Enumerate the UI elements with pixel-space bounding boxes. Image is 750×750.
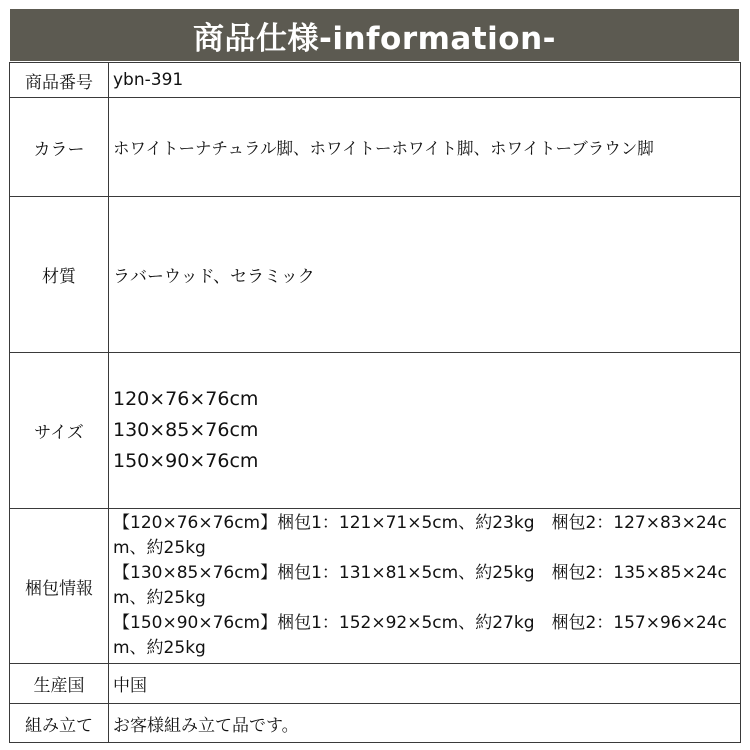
color-text: ホワイトーナチュラル脚、ホワイトーホワイト脚、ホワイトーブラウン脚	[113, 139, 654, 158]
label-product-number: 商品番号	[10, 63, 109, 98]
packaging-line: 【150×90×76cm】梱包1：152×92×5cm、約27kg 梱包2：157×96×24cm、約25kg	[113, 613, 727, 658]
row-product-number	[10, 63, 741, 98]
row-country	[10, 664, 741, 704]
label-country: 生産国	[10, 664, 109, 704]
value-material	[109, 197, 741, 353]
size-line: 150×90×76cm	[113, 450, 259, 472]
label-size: サイズ	[10, 353, 109, 509]
row-color	[10, 98, 741, 197]
value-product-number: ybn-391	[109, 63, 741, 98]
row-assembly	[10, 704, 741, 743]
packaging-line: 【130×85×76cm】梱包1：131×81×5cm、約25kg 梱包2：135×85×24cm、約25kg	[113, 563, 727, 608]
spec-header	[10, 9, 739, 61]
label-packaging: 梱包情報	[10, 509, 109, 664]
value-size	[109, 353, 741, 509]
page-title: 商品仕様-information-	[192, 20, 557, 57]
row-size	[10, 353, 741, 509]
value-packaging	[109, 509, 741, 664]
spec-table	[9, 62, 741, 743]
size-line: 130×85×76cm	[113, 419, 259, 441]
material-text: ラバーウッド、セラミック	[113, 267, 315, 287]
row-packaging	[10, 509, 741, 664]
value-assembly: お客様組み立て品です。	[109, 704, 741, 743]
packaging-line: 【120×76×76cm】梱包1：121×71×5cm、約23kg 梱包2：127×83×24cm、約25kg	[113, 513, 727, 558]
label-assembly: 組み立て	[10, 704, 109, 743]
value-color	[109, 98, 741, 197]
label-color: カラー	[10, 98, 109, 197]
row-material	[10, 197, 741, 353]
value-country: 中国	[109, 664, 741, 704]
size-line: 120×76×76cm	[113, 388, 259, 410]
label-material: 材質	[10, 197, 109, 353]
